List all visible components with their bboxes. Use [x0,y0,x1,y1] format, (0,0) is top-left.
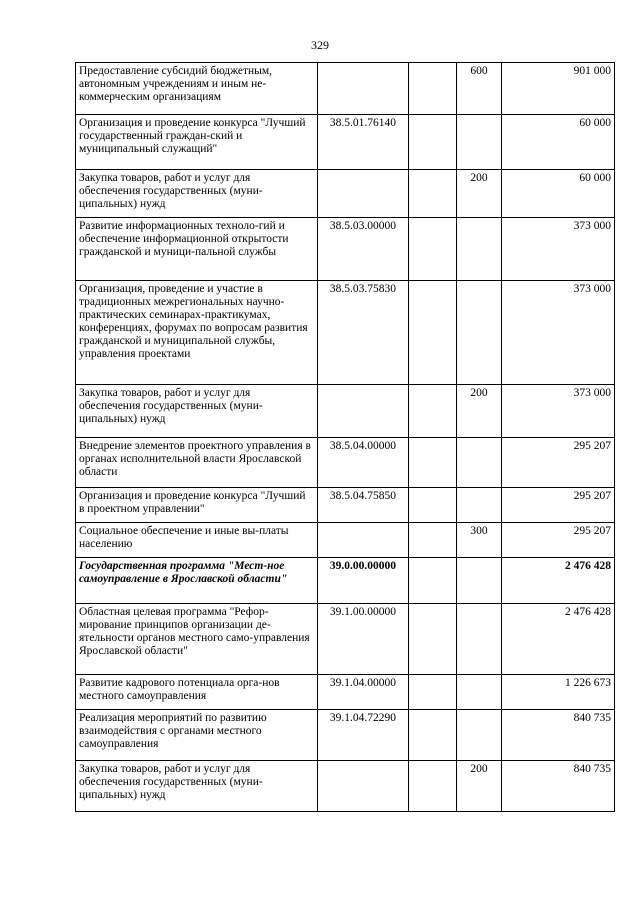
row-name-cell: Государственная программа "Мест-ное самоуправление в Ярославской области" [76,558,318,604]
row-name-cell: Внедрение элементов проектного управления в органах исполнительной власти Ярославской области [76,438,318,488]
row-name-cell: Предоставление субсидий бюджетным, автономным учреждениям и иным не-коммерческим организациям [76,63,318,115]
row-code-cell [317,523,409,558]
row-name-cell: Реализация мероприятий по развитию взаимодействия с органами местного самоуправления [76,710,318,761]
row-amount-cell: 2 476 428 [502,558,615,604]
row-name-cell: Закупка товаров, работ и услуг для обеспечения государственных (муни-ципальных) нужд [76,761,318,812]
row-amount-cell: 373 000 [502,281,615,385]
row-code-cell: 38.5.04.00000 [317,438,409,488]
row-name-cell: Социальное обеспечение и иные вы-платы населению [76,523,318,558]
row-expense-type-cell [456,488,501,523]
row-empty-cell [409,675,456,710]
table-row [76,558,615,604]
row-code-cell [317,761,409,812]
row-code-cell: 39.1.00.00000 [317,604,409,675]
row-expense-type-cell [456,558,501,604]
table-row [76,710,615,761]
row-empty-cell [409,115,456,170]
row-amount-cell: 373 000 [502,385,615,438]
row-empty-cell [409,63,456,115]
row-empty-cell [409,488,456,523]
page-number: 329 [311,38,329,52]
row-amount-cell: 840 735 [502,710,615,761]
row-name-cell: Организация и проведение конкурса "Лучший в проектном управлении" [76,488,318,523]
table-row [76,675,615,710]
row-amount-cell: 295 207 [502,438,615,488]
row-amount-cell: 901 000 [502,63,615,115]
row-empty-cell [409,438,456,488]
row-empty-cell [409,385,456,438]
row-code-cell: 38.5.04.75850 [317,488,409,523]
row-name-cell: Организация, проведение и участие в традиционных межрегиональных научно-практических семинарах-практикумах, конференциях, форумах по вопросам развития гражданской и муниципальной службы, управления проектами [76,281,318,385]
row-expense-type-cell [456,675,501,710]
row-expense-type-cell [456,438,501,488]
table-row [76,218,615,281]
row-code-cell: 39.1.04.00000 [317,675,409,710]
row-empty-cell [409,218,456,281]
table-row [76,604,615,675]
row-expense-type-cell [456,115,501,170]
row-amount-cell: 2 476 428 [502,604,615,675]
row-empty-cell [409,761,456,812]
row-expense-type-cell: 300 [456,523,501,558]
row-empty-cell [409,558,456,604]
table-row [76,385,615,438]
row-amount-cell: 1 226 673 [502,675,615,710]
row-amount-cell: 60 000 [502,170,615,218]
table-row [76,488,615,523]
row-expense-type-cell [456,281,501,385]
row-name-cell: Закупка товаров, работ и услуг для обеспечения государственных (муни-ципальных) нужд [76,170,318,218]
row-code-cell [317,385,409,438]
row-amount-cell: 295 207 [502,523,615,558]
table-row [76,523,615,558]
row-expense-type-cell: 200 [456,170,501,218]
budget-table [75,62,615,812]
row-name-cell: Организация и проведение конкурса "Лучший государственный граждан-ский и муниципальный служащий" [76,115,318,170]
row-amount-cell: 60 000 [502,115,615,170]
row-code-cell [317,63,409,115]
row-amount-cell: 295 207 [502,488,615,523]
row-empty-cell [409,281,456,385]
row-amount-cell: 373 000 [502,218,615,281]
row-empty-cell [409,170,456,218]
row-code-cell: 38.5.01.76140 [317,115,409,170]
table-row [76,761,615,812]
row-name-cell: Областная целевая программа "Рефор-мирование принципов организации де-ятельности органов местного само-управления Ярославской области" [76,604,318,675]
row-name-cell: Развитие кадрового потенциала орга-нов местного самоуправления [76,675,318,710]
row-code-cell: 39.0.00.00000 [317,558,409,604]
row-expense-type-cell: 600 [456,63,501,115]
row-empty-cell [409,523,456,558]
row-name-cell: Закупка товаров, работ и услуг для обеспечения государственных (муни-ципальных) нужд [76,385,318,438]
row-expense-type-cell: 200 [456,761,501,812]
table-row [76,115,615,170]
row-amount-cell: 840 735 [502,761,615,812]
row-code-cell [317,170,409,218]
row-expense-type-cell [456,710,501,761]
row-code-cell: 38.5.03.00000 [317,218,409,281]
row-name-cell: Развитие информационных техноло-гий и обеспечение информационной открытости гражданской и муници-пальной службы [76,218,318,281]
row-code-cell: 39.1.04.72290 [317,710,409,761]
table-row [76,281,615,385]
table-row [76,170,615,218]
table-row [76,438,615,488]
row-code-cell: 38.5.03.75830 [317,281,409,385]
budget-table-body [76,63,615,812]
row-expense-type-cell [456,604,501,675]
row-expense-type-cell: 200 [456,385,501,438]
table-row [76,63,615,115]
row-expense-type-cell [456,218,501,281]
row-empty-cell [409,710,456,761]
row-empty-cell [409,604,456,675]
